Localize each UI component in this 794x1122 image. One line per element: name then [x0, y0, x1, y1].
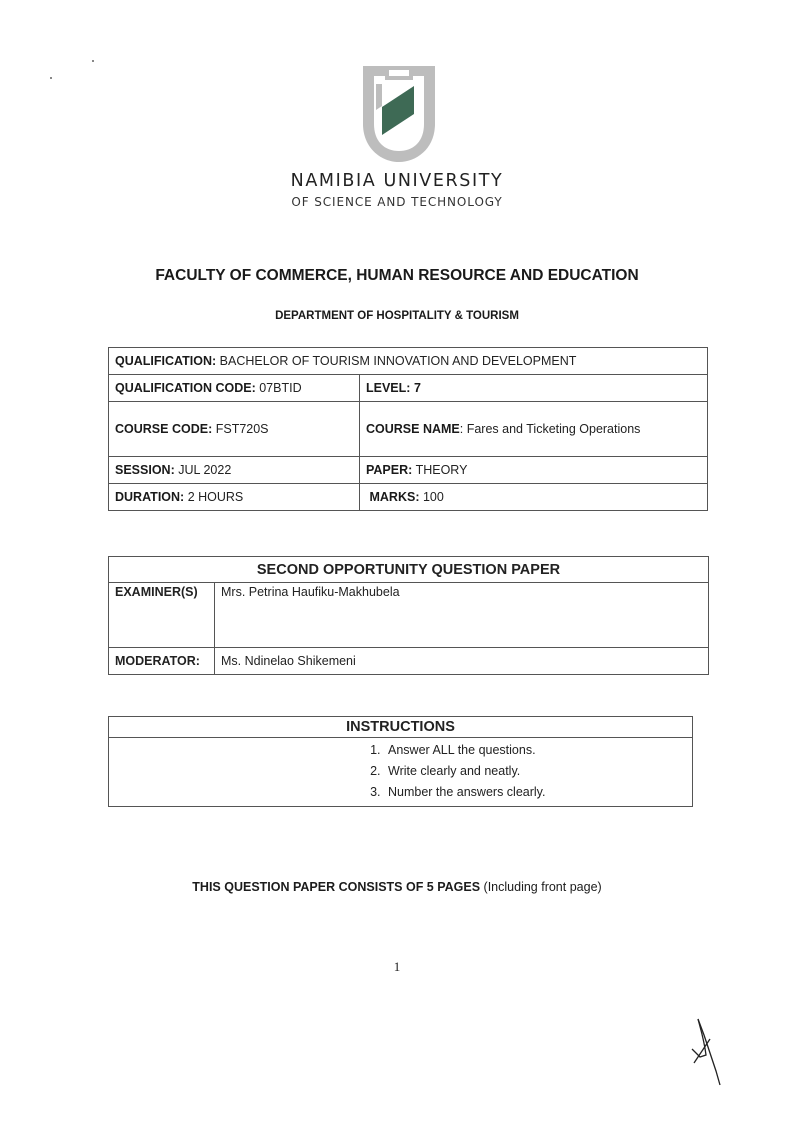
examiner-row — [109, 583, 709, 648]
marks-label: MARKS: — [369, 490, 420, 504]
instructions-title: INSTRUCTIONS — [109, 717, 693, 738]
qualification-code-cell — [109, 375, 360, 402]
qualification-cell — [109, 348, 708, 375]
paper-value: THEORY — [415, 463, 468, 477]
page-number: 1 — [393, 959, 401, 974]
qualification-row — [109, 348, 708, 375]
instructions-title-row — [109, 717, 693, 738]
duration-cell — [109, 484, 360, 511]
opportunity-title: SECOND OPPORTUNITY QUESTION PAPER — [109, 557, 709, 583]
opportunity-title-row — [109, 557, 709, 583]
course-code-cell — [109, 402, 360, 457]
moderator-label: MODERATOR: — [109, 648, 215, 675]
department-heading: DEPARTMENT OF HOSPITALITY & TOURISM — [275, 310, 519, 322]
paper-label: PAPER: — [366, 463, 413, 477]
signature-icon — [690, 1005, 730, 1090]
duration-label: DURATION: — [115, 490, 185, 504]
examiner-label: EXAMINER(S) — [109, 583, 215, 648]
instructions-list — [109, 740, 692, 803]
session-label: SESSION: — [115, 463, 175, 477]
session-value: JUL 2022 — [178, 463, 232, 477]
qualification-code-value: 07BTID — [259, 381, 302, 395]
page-count-note — [0, 880, 794, 894]
page-count-bold: THIS QUESTION PAPER CONSISTS OF 5 PAGES — [192, 880, 481, 894]
course-code-label: COURSE CODE: — [115, 422, 213, 436]
marks-value: 100 — [422, 490, 444, 504]
level-label: LEVEL: — [366, 381, 411, 395]
level-cell — [360, 375, 708, 402]
duration-marks-row — [109, 484, 708, 511]
paper-cell — [360, 457, 708, 484]
marks-cell — [360, 484, 708, 511]
level-value: 7 — [413, 381, 421, 395]
instruction-item: 1. Answer ALL the questions. — [384, 740, 692, 761]
scan-speck — [50, 77, 52, 79]
university-logo-icon — [359, 62, 439, 167]
course-name-label: COURSE NAME — [366, 422, 460, 436]
session-paper-row — [109, 457, 708, 484]
instruction-item: 3. Number the answers clearly. — [384, 782, 692, 803]
course-name-value: : Fares and Ticketing Operations — [459, 422, 641, 436]
code-level-row — [109, 375, 708, 402]
moderator-row — [109, 648, 709, 675]
university-subtitle: OF SCIENCE AND TECHNOLOGY — [291, 195, 503, 209]
page-count-detail: (Including front page) — [480, 880, 602, 894]
course-code-value: FST720S — [215, 422, 269, 436]
moderator-name: Ms. Ndinelao Shikemeni — [215, 648, 709, 675]
examiners-table — [108, 556, 709, 675]
qualification-code-label: QUALIFICATION CODE: — [115, 381, 256, 395]
session-cell — [109, 457, 360, 484]
faculty-heading: FACULTY OF COMMERCE, HUMAN RESOURCE AND EDUCATION — [155, 267, 639, 284]
qualification-label: QUALIFICATION: — [115, 354, 217, 368]
instructions-table — [108, 716, 693, 807]
course-info-table — [108, 347, 708, 511]
university-name: NAMIBIA UNIVERSITY — [290, 171, 504, 191]
course-name-cell — [360, 402, 708, 457]
course-row — [109, 402, 708, 457]
qualification-value: BACHELOR OF TOURISM INNOVATION AND DEVELOPMENT — [219, 354, 577, 368]
examiner-name: Mrs. Petrina Haufiku-Makhubela — [215, 583, 709, 648]
instructions-body-row — [109, 738, 693, 807]
instruction-item: 2. Write clearly and neatly. — [384, 761, 692, 782]
duration-value: 2 HOURS — [187, 490, 244, 504]
instructions-body — [109, 738, 693, 807]
scan-speck — [92, 60, 94, 62]
